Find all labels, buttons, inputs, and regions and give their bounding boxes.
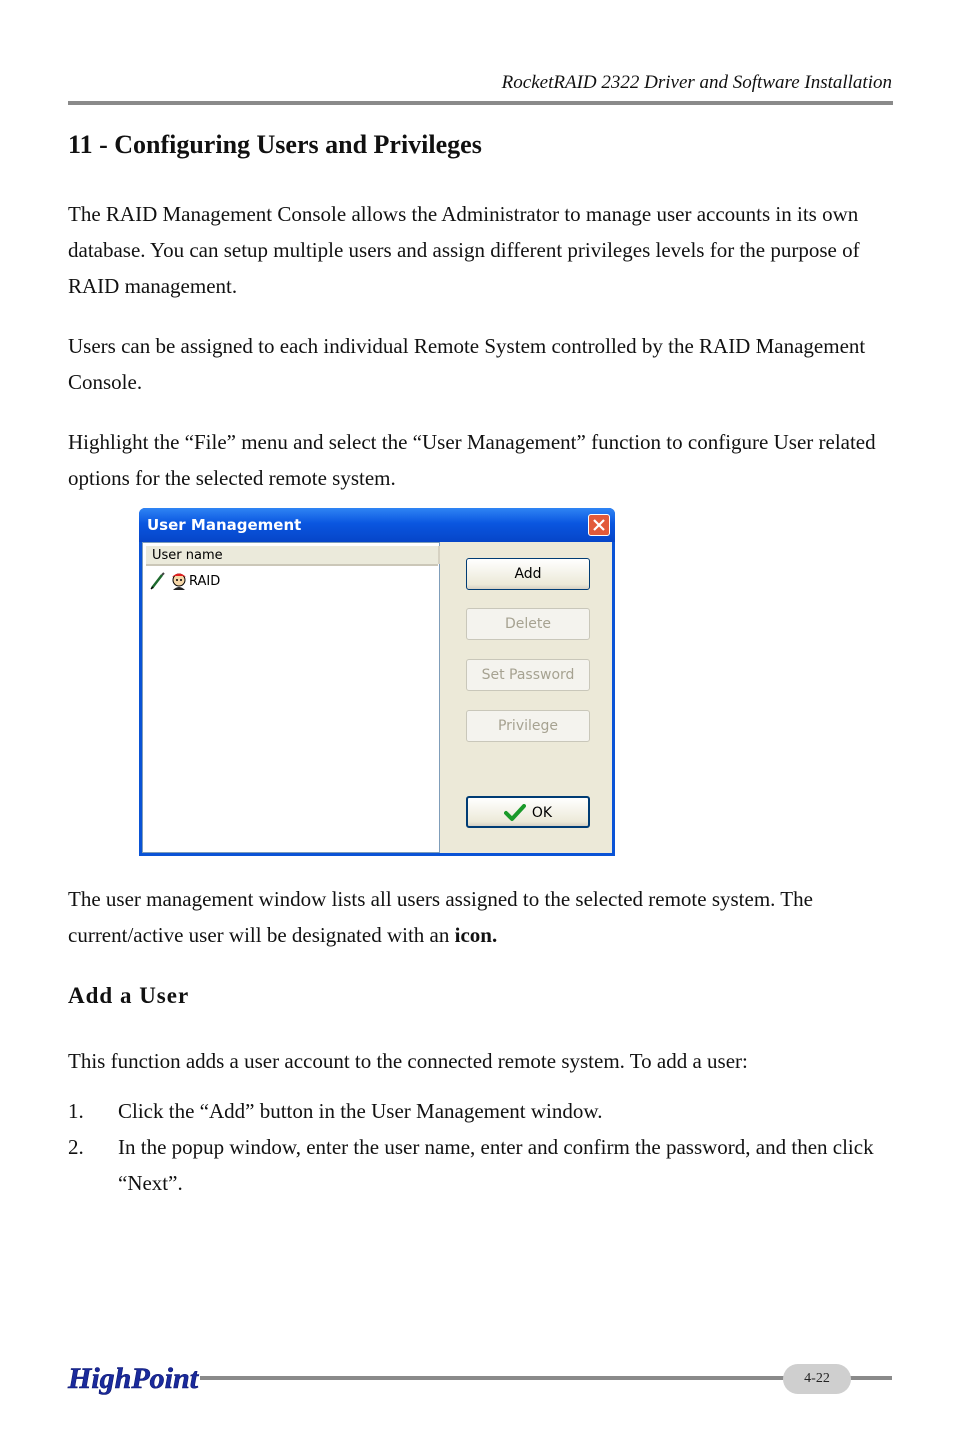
dialog-titlebar[interactable] xyxy=(139,508,615,542)
close-button[interactable] xyxy=(588,514,610,536)
step-text: In the popup window, enter the user name, enter and confirm the password, and then click “Next”. xyxy=(118,1135,874,1195)
step-number: 1. xyxy=(68,1099,84,1123)
step-2 xyxy=(68,1129,896,1201)
after-screenshot-paragraph xyxy=(68,881,896,953)
close-icon xyxy=(593,519,605,531)
intro-paragraph-2: Users can be assigned to each individual Remote System controlled by the RAID Management Console. xyxy=(68,334,866,394)
delete-button[interactable]: Delete xyxy=(466,608,590,640)
icon-bold-text: icon. xyxy=(454,923,498,947)
step-text: Click the “Add” button in the User Management window. xyxy=(118,1099,603,1123)
dialog-body xyxy=(142,542,612,853)
privilege-button[interactable]: Privilege xyxy=(466,710,590,742)
user-list[interactable] xyxy=(142,542,440,853)
step-number: 2. xyxy=(68,1135,84,1159)
svg-text:HighPoint: HighPoint xyxy=(68,1362,199,1395)
add-button[interactable]: Add xyxy=(466,558,590,590)
add-user-intro: This function adds a user account to the connected remote system. To add a user: xyxy=(68,1049,748,1073)
dialog-title: User Management xyxy=(147,516,302,534)
add-user-title: Add a User xyxy=(68,983,190,1008)
highpoint-logo xyxy=(66,1358,206,1400)
user-icon xyxy=(169,571,189,591)
checkmark-icon xyxy=(504,804,526,822)
set-password-button[interactable]: Set Password xyxy=(466,659,590,691)
after-screenshot-text: The user management window lists all users assigned to the selected remote system. The current/active user will be designated with an xyxy=(68,887,813,947)
page-number: 4-22 xyxy=(783,1364,851,1394)
ok-label: OK xyxy=(531,805,553,821)
running-header: RocketRAID 2322 Driver and Software Installation xyxy=(501,72,892,93)
header-rule xyxy=(68,101,893,105)
user-management-dialog xyxy=(139,508,615,856)
user-name-label: RAID xyxy=(189,574,221,589)
intro-paragraph-1: The RAID Management Console allows the Administrator to manage user accounts in its own database. You can setup multiple users and assign different privileges levels for the purpose of RAID management. xyxy=(68,202,860,298)
ok-button[interactable] xyxy=(466,796,590,828)
column-header-user-name[interactable]: User name xyxy=(146,546,438,566)
step-1 xyxy=(68,1093,896,1129)
section-title: 11 - Configuring Users and Privileges xyxy=(68,130,482,159)
intro-paragraph-3: Highlight the “File” menu and select the “User Management” function to configure User related options for the selected remote system. xyxy=(68,430,876,490)
pen-icon xyxy=(149,571,167,591)
